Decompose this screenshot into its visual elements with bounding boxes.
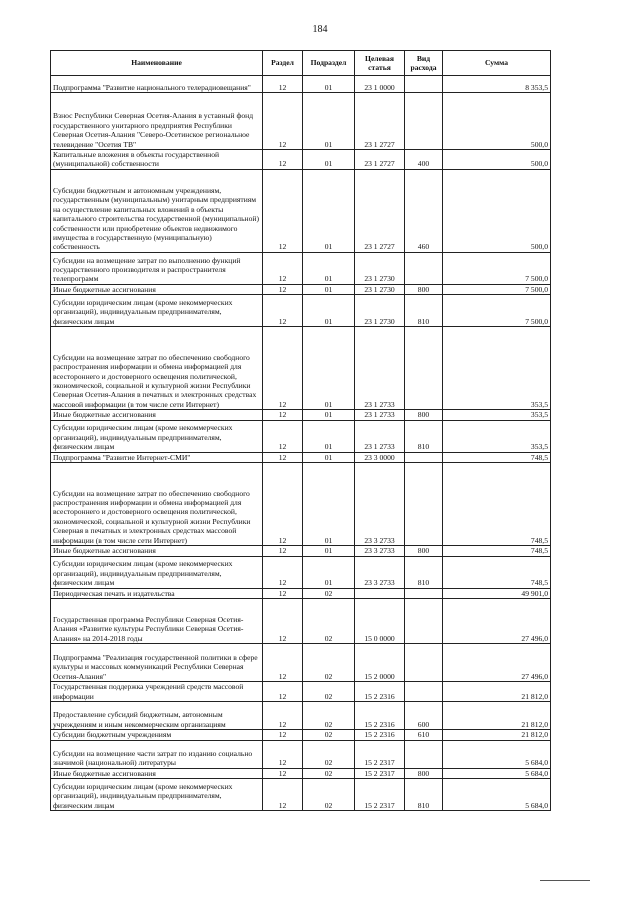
row-summa: 353,5	[443, 420, 551, 452]
row-podrazdel: 02	[303, 682, 355, 702]
table-row	[51, 702, 551, 730]
row-vid	[405, 588, 443, 598]
row-vid: 460	[405, 169, 443, 252]
row-summa: 21 812,0	[443, 702, 551, 730]
row-name: Субсидии бюджетным учреждениям	[51, 730, 263, 740]
table-row	[51, 252, 551, 284]
row-name: Субсидии юридическим лицам (кроме некоммерческих организаций), индивидуальным предпринимателям, физическим лицам	[51, 556, 263, 588]
row-razdel: 12	[263, 682, 303, 702]
row-razdel: 12	[263, 702, 303, 730]
row-summa: 5 684,0	[443, 740, 551, 768]
header-statya: Целевая статья	[355, 51, 405, 76]
row-statya: 15 2 0000	[355, 644, 405, 682]
row-vid: 600	[405, 702, 443, 730]
row-statya: 15 2 2317	[355, 740, 405, 768]
row-podrazdel: 02	[303, 702, 355, 730]
row-statya: 23 3 2733	[355, 546, 405, 556]
row-podrazdel: 01	[303, 420, 355, 452]
row-podrazdel: 01	[303, 556, 355, 588]
row-name: Субсидии на возмещение затрат по выполнению функций государственного производителя и распространителя телепрограмм	[51, 252, 263, 284]
row-podrazdel: 02	[303, 740, 355, 768]
table-row	[51, 420, 551, 452]
row-name: Периодическая печать и издательства	[51, 588, 263, 598]
row-name: Субсидии юридическим лицам (кроме некоммерческих организаций), индивидуальным предпринимателям, физическим лицам	[51, 779, 263, 811]
table-row	[51, 327, 551, 410]
row-name: Субсидии юридическим лицам (кроме некоммерческих организаций), индивидуальным предпринимателям, физическим лицам	[51, 295, 263, 327]
row-razdel: 12	[263, 546, 303, 556]
row-vid	[405, 93, 443, 150]
row-name: Государственная поддержка учреждений средств массовой информации	[51, 682, 263, 702]
row-razdel: 12	[263, 730, 303, 740]
row-podrazdel: 01	[303, 93, 355, 150]
row-summa: 748,5	[443, 546, 551, 556]
row-summa: 353,5	[443, 327, 551, 410]
row-statya: 15 2 2317	[355, 779, 405, 811]
row-statya: 23 1 2733	[355, 410, 405, 420]
table-row	[51, 588, 551, 598]
row-summa: 500,0	[443, 93, 551, 150]
table-row	[51, 730, 551, 740]
row-statya: 23 1 2727	[355, 150, 405, 170]
row-podrazdel: 01	[303, 463, 355, 546]
row-summa: 748,5	[443, 452, 551, 462]
row-razdel: 12	[263, 295, 303, 327]
row-name: Субсидии на возмещение части затрат по изданию социально значимой (национальной) литературы	[51, 740, 263, 768]
row-name: Иные бюджетные ассигнования	[51, 546, 263, 556]
row-statya: 15 2 2316	[355, 682, 405, 702]
row-statya: 23 1 2727	[355, 93, 405, 150]
table-row	[51, 284, 551, 294]
row-statya: 23 1 2730	[355, 252, 405, 284]
table-row	[51, 546, 551, 556]
row-podrazdel: 02	[303, 588, 355, 598]
row-podrazdel: 01	[303, 327, 355, 410]
row-statya: 15 2 2317	[355, 768, 405, 778]
row-razdel: 12	[263, 327, 303, 410]
row-podrazdel: 02	[303, 730, 355, 740]
table-row	[51, 463, 551, 546]
row-vid: 810	[405, 779, 443, 811]
row-podrazdel: 02	[303, 599, 355, 644]
row-podrazdel: 02	[303, 644, 355, 682]
header-name: Наименование	[51, 51, 263, 76]
row-name: Субсидии на возмещение затрат по обеспечению свободного распространения информации и обмена информацией для всестороннего и достоверного освещения политической, экономической, социальной и культурной жизни Республики Северная Осетия-Алания в печатных и электронных средствах массовой информации (в том числе сети Интернет)	[51, 327, 263, 410]
row-name: Субсидии юридическим лицам (кроме некоммерческих организаций), индивидуальным предпринимателям, физическим лицам	[51, 420, 263, 452]
row-summa: 748,5	[443, 556, 551, 588]
row-vid: 810	[405, 420, 443, 452]
row-podrazdel: 01	[303, 284, 355, 294]
row-name: Предоставление субсидий бюджетным, автономным учреждениям и иным некоммерческим организациям	[51, 702, 263, 730]
row-statya: 15 0 0000	[355, 599, 405, 644]
table-row	[51, 410, 551, 420]
row-statya: 23 1 2727	[355, 169, 405, 252]
row-vid: 810	[405, 556, 443, 588]
table-row	[51, 599, 551, 644]
table-row	[51, 93, 551, 150]
table-row	[51, 556, 551, 588]
row-name: Субсидии на возмещение затрат по обеспечению свободного распространения информации и обмена информацией для всестороннего и достоверного освещения политической, экономической, социальной и культурной жизни Республики Северная в печатных и электронных средствах массовой информации (в том числе сети Интернет)	[51, 463, 263, 546]
header-vid: Вид расхода	[405, 51, 443, 76]
row-podrazdel: 01	[303, 252, 355, 284]
row-name: Субсидии бюджетным и автономным учреждениям, государственным (муниципальным) унитарным предприятиям на осуществление капитальных вложений в объекты капитального строительства государственной (муниципальной) собственности или приобретение объектов недвижимого имущества в государственную (муниципальную) собственность	[51, 169, 263, 252]
header-podrazdel: Подраздел	[303, 51, 355, 76]
row-name: Подпрограмма "Развитие национального телерадиовещания"	[51, 76, 263, 93]
row-razdel: 12	[263, 588, 303, 598]
row-vid	[405, 76, 443, 93]
row-vid	[405, 740, 443, 768]
row-summa: 8 353,5	[443, 76, 551, 93]
table-row	[51, 150, 551, 170]
table-row	[51, 644, 551, 682]
row-statya: 23 1 2730	[355, 295, 405, 327]
row-podrazdel: 01	[303, 76, 355, 93]
row-vid: 800	[405, 768, 443, 778]
row-vid	[405, 252, 443, 284]
row-statya: 23 1 0000	[355, 76, 405, 93]
row-statya: 23 3 2733	[355, 556, 405, 588]
table-row	[51, 779, 551, 811]
table-header-row	[51, 51, 551, 76]
row-vid: 400	[405, 150, 443, 170]
row-summa: 27 496,0	[443, 644, 551, 682]
table-row	[51, 169, 551, 252]
table-row	[51, 76, 551, 93]
row-podrazdel: 01	[303, 295, 355, 327]
row-vid	[405, 644, 443, 682]
row-statya: 23 3 2733	[355, 463, 405, 546]
table-row	[51, 295, 551, 327]
row-vid: 610	[405, 730, 443, 740]
row-vid: 800	[405, 410, 443, 420]
row-summa: 21 812,0	[443, 730, 551, 740]
row-statya: 23 1 2730	[355, 284, 405, 294]
row-podrazdel: 02	[303, 768, 355, 778]
row-vid	[405, 327, 443, 410]
row-razdel: 12	[263, 768, 303, 778]
row-vid	[405, 682, 443, 702]
row-summa: 353,5	[443, 410, 551, 420]
row-name: Подпрограмма "Развитие Интернет-СМИ"	[51, 452, 263, 462]
row-razdel: 12	[263, 76, 303, 93]
row-razdel: 12	[263, 420, 303, 452]
header-summa: Сумма	[443, 51, 551, 76]
row-vid: 800	[405, 284, 443, 294]
table-row	[51, 768, 551, 778]
row-razdel: 12	[263, 93, 303, 150]
row-statya: 23 3 0000	[355, 452, 405, 462]
row-razdel: 12	[263, 463, 303, 546]
row-name: Подпрограмма "Реализация государственной политики в сфере культуры и массовых коммуникаций Республики Северная Осетия-Алания"	[51, 644, 263, 682]
row-summa: 7 500,0	[443, 252, 551, 284]
row-statya: 15 2 2316	[355, 702, 405, 730]
row-statya: 23 1 2733	[355, 420, 405, 452]
row-summa: 49 901,0	[443, 588, 551, 598]
row-razdel: 12	[263, 644, 303, 682]
row-statya	[355, 588, 405, 598]
row-razdel: 12	[263, 599, 303, 644]
header-razdel: Раздел	[263, 51, 303, 76]
page-bottom-rule	[540, 880, 590, 881]
row-razdel: 12	[263, 740, 303, 768]
budget-table	[50, 50, 551, 811]
row-summa: 500,0	[443, 169, 551, 252]
row-vid	[405, 463, 443, 546]
row-name: Капитальные вложения в объекты государственной (муниципальной) собственности	[51, 150, 263, 170]
row-summa: 7 500,0	[443, 295, 551, 327]
table-row	[51, 740, 551, 768]
row-summa: 21 812,0	[443, 682, 551, 702]
row-vid	[405, 599, 443, 644]
row-podrazdel: 02	[303, 779, 355, 811]
row-podrazdel: 01	[303, 150, 355, 170]
row-name: Государственная программа Республики Северная Осетия-Алания «Развитие культуры Республики Северная Осетия-Алания» на 2014-2018 годы	[51, 599, 263, 644]
row-podrazdel: 01	[303, 546, 355, 556]
row-vid: 810	[405, 295, 443, 327]
row-summa: 5 684,0	[443, 779, 551, 811]
row-razdel: 12	[263, 284, 303, 294]
row-name: Иные бюджетные ассигнования	[51, 768, 263, 778]
page-number: 184	[312, 24, 328, 35]
row-razdel: 12	[263, 452, 303, 462]
row-summa: 27 496,0	[443, 599, 551, 644]
row-summa: 748,5	[443, 463, 551, 546]
row-razdel: 12	[263, 150, 303, 170]
row-summa: 5 684,0	[443, 768, 551, 778]
row-summa: 7 500,0	[443, 284, 551, 294]
table-row	[51, 452, 551, 462]
row-razdel: 12	[263, 779, 303, 811]
row-vid: 800	[405, 546, 443, 556]
table-row	[51, 682, 551, 702]
row-name: Иные бюджетные ассигнования	[51, 284, 263, 294]
row-statya: 15 2 2316	[355, 730, 405, 740]
row-razdel: 12	[263, 252, 303, 284]
row-podrazdel: 01	[303, 452, 355, 462]
row-podrazdel: 01	[303, 169, 355, 252]
row-summa: 500,0	[443, 150, 551, 170]
row-name: Иные бюджетные ассигнования	[51, 410, 263, 420]
row-razdel: 12	[263, 169, 303, 252]
row-razdel: 12	[263, 556, 303, 588]
row-razdel: 12	[263, 410, 303, 420]
row-statya: 23 1 2733	[355, 327, 405, 410]
row-podrazdel: 01	[303, 410, 355, 420]
row-vid	[405, 452, 443, 462]
row-name: Взнос Республики Северная Осетия-Алания в уставный фонд государственного унитарного предприятия Республики Северная Осетия-Алания "Северо-Осетинское региональное телевидение "Осетия ТВ"	[51, 93, 263, 150]
